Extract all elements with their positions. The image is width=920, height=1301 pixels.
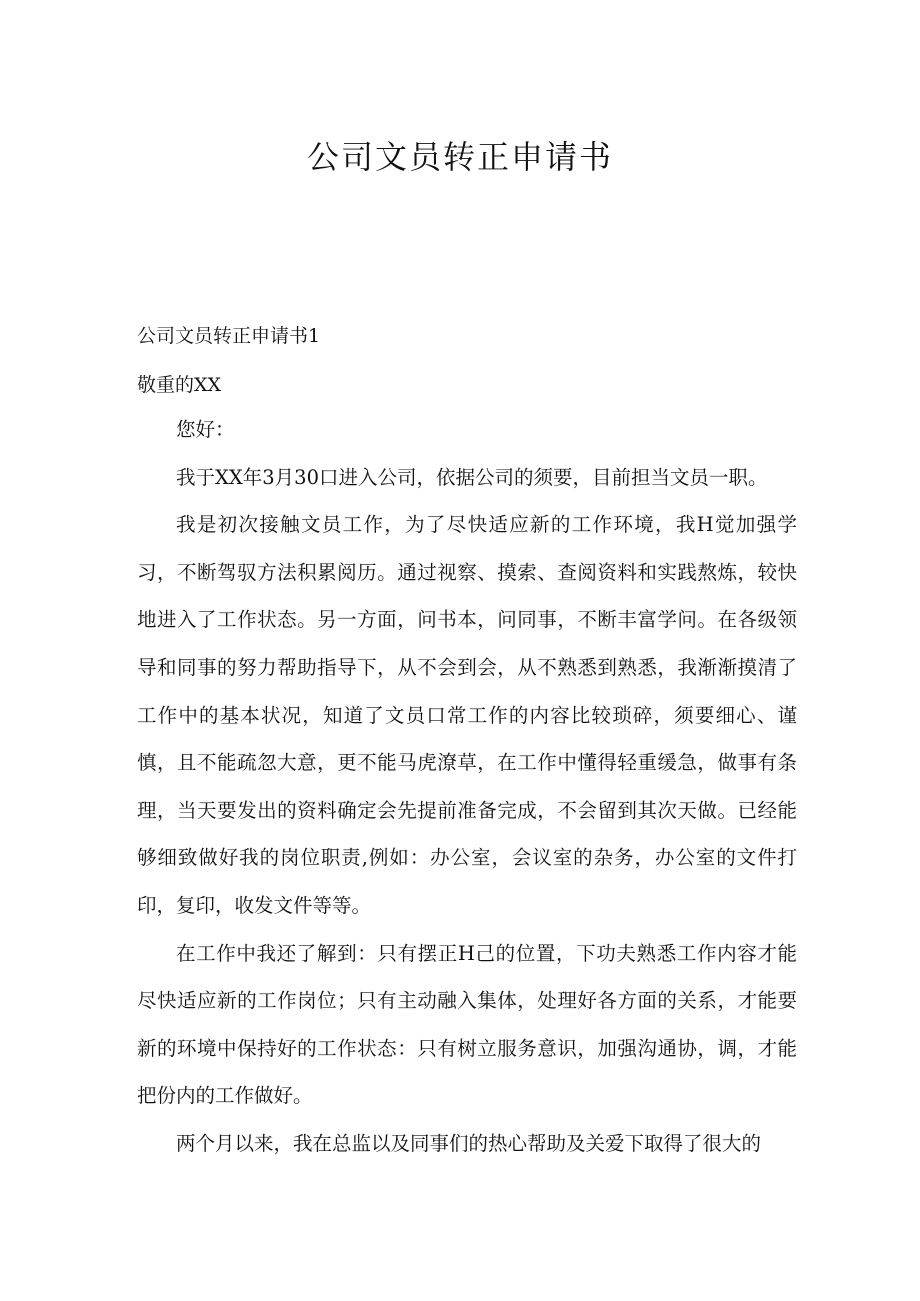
paragraph-4: 两个月以来，我在总监以及同事们的热心帮助及关爱下取得了很大的 <box>176 1131 762 1155</box>
salutation: 敬重的XX <box>137 374 222 396</box>
letter-body <box>137 406 797 1168</box>
document-title: 公司文员转正申请书 <box>306 138 613 176</box>
section-heading: 公司文员转正申请书1 <box>137 325 321 347</box>
paragraph-3: 在工作中我还了解到：只有摆正H己的位置，下功夫熟悉工作内容才能尽快适应新的工作岗位；只有主动融入集体，处理好各方面的关系，才能要新的环境中保持好的工作状态：只有树立服务意识，加强沟通协，调，才能把份内的工作做好。 <box>137 941 797 1108</box>
paragraph-1: 我于XX年3月30口进入公司，依据公司的须要，目前担当文员一职。 <box>176 465 768 489</box>
greeting: 您好： <box>176 418 235 441</box>
paragraph-2: 我是初次接触文员工作，为了尽快适应新的工作环境，我H觉加强学习，不断驾驭方法积累阅历。通过视察、摸索、查阅资料和实践熬炼，较快地进入了工作状态。另一方面，问书本，问同事，不断丰富学问。在各级领导和同事的努力帮助指导下，从不会到会，从不熟悉到熟悉，我渐渐摸清了工作中的基本状况，知道了文员口常工作的内容比较琐碎，须要细心、谨慎，且不能疏忽大意，更不能马虎潦草，在工作中懂得轻重缓急，做事有条理，当天要发出的资料确定会先提前准备完成，不会留到其次天做。已经能够细致做好我的岗位职责,例如：办公室，会议室的杂务，办公室的文件打印，复印，收发文件等等。 <box>137 513 797 917</box>
